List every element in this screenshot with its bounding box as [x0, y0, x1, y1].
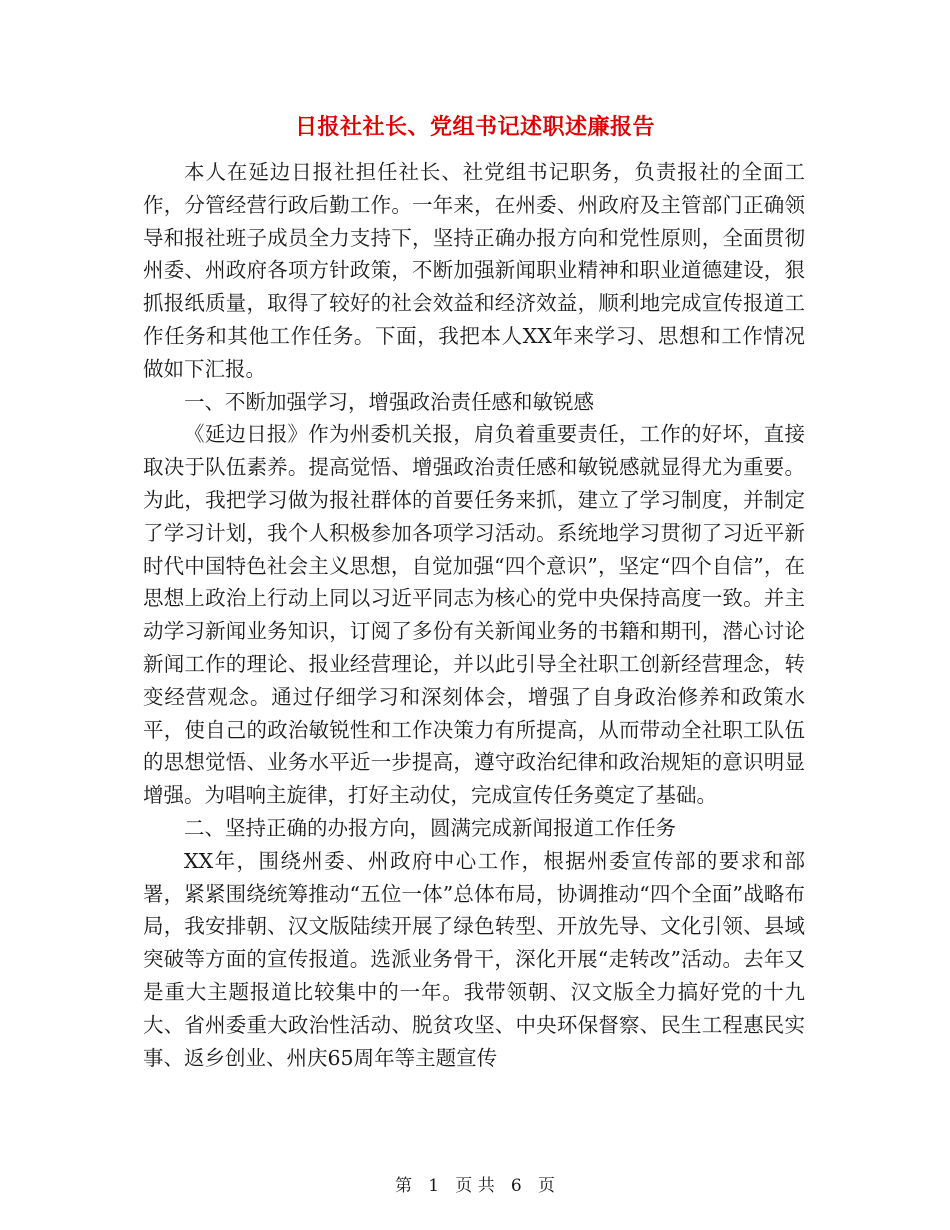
page-footer	[0, 1174, 950, 1198]
section-heading-1: 一、不断加强学习，增强政治责任感和敏锐感	[184, 389, 594, 414]
paragraph-section-2: XX年，围绕州委、州政府中心工作，根据州委宣传部的要求和部署，紧紧围绕统筹推动“五位一体”总体布局，协调推动“四个全面”战略布局，我安排朝、汉文版陆续开展了绿色转型、开放先导、文化引领、县域突破等方面的宣传报道。选派业务骨干，深化开展“走转改”活动。去年又是重大主题报道比较集中的一年。我带领朝、汉文版全力搞好党的十九大、省州委重大政治性活动、脱贫攻坚、中央环保督察、民生工程惠民实事、返乡创业、州庆65周年等主题宣传	[143, 848, 805, 1070]
current-page-number: 1	[428, 1176, 440, 1196]
page-label-prefix: 第	[395, 1176, 413, 1196]
page-label-middle: 页 共	[455, 1176, 495, 1196]
page-label-suffix: 页	[537, 1176, 555, 1196]
document-body	[143, 156, 805, 1074]
total-pages-number: 6	[510, 1176, 522, 1196]
paragraph-intro: 本人在延边日报社担任社长、社党组书记职务，负责报社的全面工作，分管经营行政后勤工作。一年来，在州委、州政府及主管部门正确领导和报社班子成员全力支持下，坚持正确办报方向和党性原则，全面贯彻州委、州政府各项方针政策，不断加强新闻职业精神和职业道德建设，狠抓报纸质量，取得了较好的社会效益和经济效益，顺利地完成宣传报道工作任务和其他工作任务。下面，我把本人XX年来学习、思想和工作情况做如下汇报。	[143, 160, 805, 381]
paragraph-section-1: 《延边日报》作为州委机关报，肩负着重要责任，工作的好坏，直接取决于队伍素养。提高觉悟、增强政治责任感和敏锐感就显得尤为重要。为此，我把学习做为报社群体的首要任务来抓，建立了学习制度，并制定了学习计划，我个人积极参加各项学习活动。系统地学习贯彻了习近平新时代中国特色社会主义思想，自觉加强“四个意识”，坚定“四个自信”，在思想上政治上行动上同以习近平同志为核心的党中央保持高度一致。并主动学习新闻业务知识，订阅了多份有关新闻业务的书籍和期刊，潜心讨论新闻工作的理论、报业经营理论，并以此引导全社职工创新经营理念，转变经营观念。通过仔细学习和深刻体会，增强了自身政治修养和政策水平，使自己的政治敏锐性和工作决策力有所提高，从而带动全社职工队伍的思想觉悟、业务水平近一步提高，遵守政治纪律和政治规矩的意识明显增强。为唱响主旋律，打好主动仗，完成宣传任务奠定了基础。	[143, 422, 805, 808]
section-heading-2: 二、坚持正确的办报方向，圆满完成新闻报道工作任务	[184, 815, 676, 840]
document-title: 日报社社长、党组书记述职述廉报告	[294, 114, 655, 140]
